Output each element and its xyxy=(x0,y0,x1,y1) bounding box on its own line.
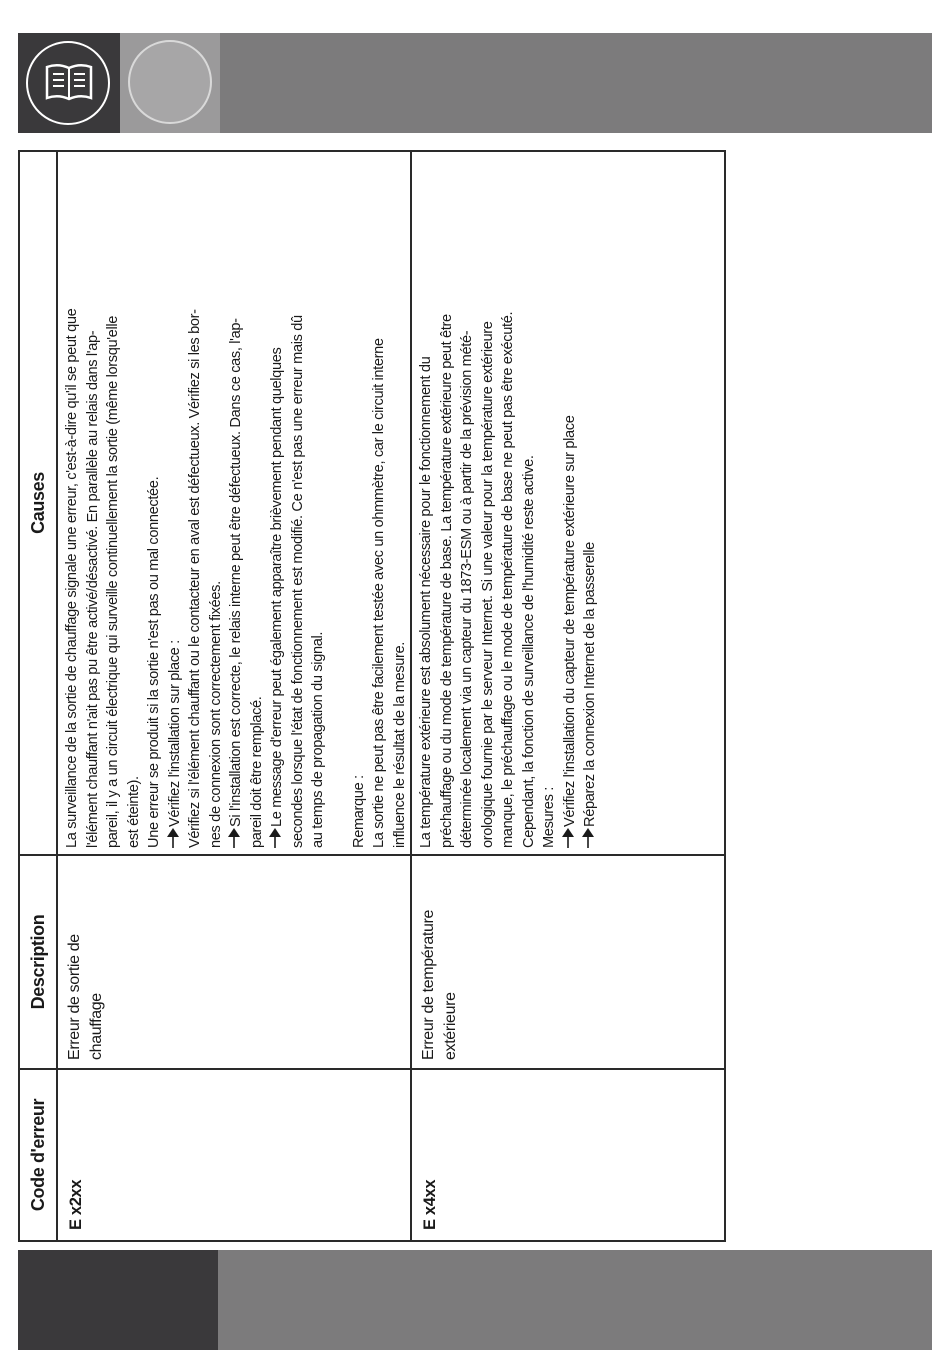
arrow-right-icon xyxy=(166,828,180,848)
cause-line: Le message d'erreur peut également apparaître brièvement pendant quelques xyxy=(269,347,285,827)
cause-line: manque, le préchauffage ou le mode de température de base ne peut pas être exécuté. xyxy=(500,311,516,848)
cause-step xyxy=(560,158,581,848)
cause-line: La température extérieure est absolument nécessaire pour le fonctionnement du xyxy=(418,356,434,848)
cause-line: Mesures : xyxy=(541,787,557,848)
description-line: Erreur de température xyxy=(420,909,437,1060)
header-bar xyxy=(220,33,932,133)
cause-line: déterminée localement via un capteur du 1873-ESM ou à partir de la prévision mété- xyxy=(459,330,475,848)
footer-bar xyxy=(218,1250,932,1350)
cause-line: Vérifiez l'installation sur place : xyxy=(166,640,183,827)
arrow-right-icon xyxy=(581,828,595,848)
footer-dark-block xyxy=(18,1250,218,1350)
cause-line: Vérifiez l'installation du capteur de température extérieure sur place xyxy=(561,415,578,827)
cause-line: orologique fournie par le serveur Internet. Si une valeur pour la température extérieure xyxy=(479,321,496,848)
cause-step xyxy=(226,158,247,848)
cause-line: Une erreur se produit si la sortie n'est pas ou mal connectée. xyxy=(146,476,162,848)
cause-line: préchauffage ou du mode de température de base. La température extérieure peut être xyxy=(438,314,455,848)
paragraph-gap xyxy=(329,158,349,848)
cause-line: influence le résultat de la mesure. xyxy=(391,642,408,848)
error-causes xyxy=(57,151,411,855)
cause-line: l'élément chauffant n'ait pas pu être activé/désactivé. En parallèle au relais dans l'ap- xyxy=(84,330,101,848)
cause-line: Cependant, la fonction de surveillance de l'humidité reste active. xyxy=(520,455,537,848)
table-header-row xyxy=(19,151,57,1241)
table-row xyxy=(411,151,725,1241)
error-description xyxy=(411,855,725,1069)
cause-line: nes de connexion sont correctement fixées. xyxy=(207,581,224,848)
cause-step xyxy=(580,158,601,848)
arrow-right-icon xyxy=(227,828,241,848)
cause-line: Vérifiez si l'élément chauffant ou le contacteur en aval est défectueux. Vérifiez si les bor- xyxy=(187,309,203,848)
error-codes-table xyxy=(18,150,726,1242)
description-line: chauffage xyxy=(88,993,105,1060)
cause-line: au temps de propagation du signal. xyxy=(310,631,326,848)
header-causes: Causes xyxy=(19,151,57,855)
arrow-right-icon xyxy=(268,828,282,848)
cause-line: pareil doit être remplacé. xyxy=(248,696,265,848)
table-row xyxy=(57,151,411,1241)
cause-line: Remarque : xyxy=(350,775,367,848)
error-code: E x4xx xyxy=(411,1069,725,1241)
description-line: extérieure xyxy=(442,992,459,1060)
description-line: Erreur de sortie de xyxy=(66,934,83,1060)
arrow-right-icon xyxy=(561,828,575,848)
cause-line: pareil, il y a un circuit électrique qui surveille continuellement la sortie (même lorsqu'elle xyxy=(105,315,121,848)
book-icon xyxy=(44,60,94,104)
error-code: E x2xx xyxy=(57,1069,411,1241)
cause-step xyxy=(165,158,186,848)
error-causes xyxy=(411,151,725,855)
header-description: Description xyxy=(19,855,57,1069)
cause-step xyxy=(267,158,288,848)
chapter-circle xyxy=(128,40,212,124)
header-code: Code d'erreur xyxy=(19,1069,57,1241)
cause-line: secondes lorsque l'état de fonctionnement est modifié. Ce n'est pas une erreur mais dû xyxy=(289,315,306,848)
cause-line: La sortie ne peut pas être facilement testée avec un ohmmètre, car le circuit interne xyxy=(371,338,387,848)
cause-line: Réparez la connexion Internet de la passerelle xyxy=(582,542,598,827)
error-table-rotated xyxy=(18,152,678,1242)
cause-line: La surveillance de la sortie de chauffage signale une erreur, c'est-à-dire qu'il se peut que xyxy=(64,308,80,848)
error-description xyxy=(57,855,411,1069)
cause-line: est éteinte). xyxy=(125,776,142,848)
cause-line: Si l'installation est correcte, le relais interne peut être défectueux. Dans ce cas, l'ap- xyxy=(228,318,244,827)
